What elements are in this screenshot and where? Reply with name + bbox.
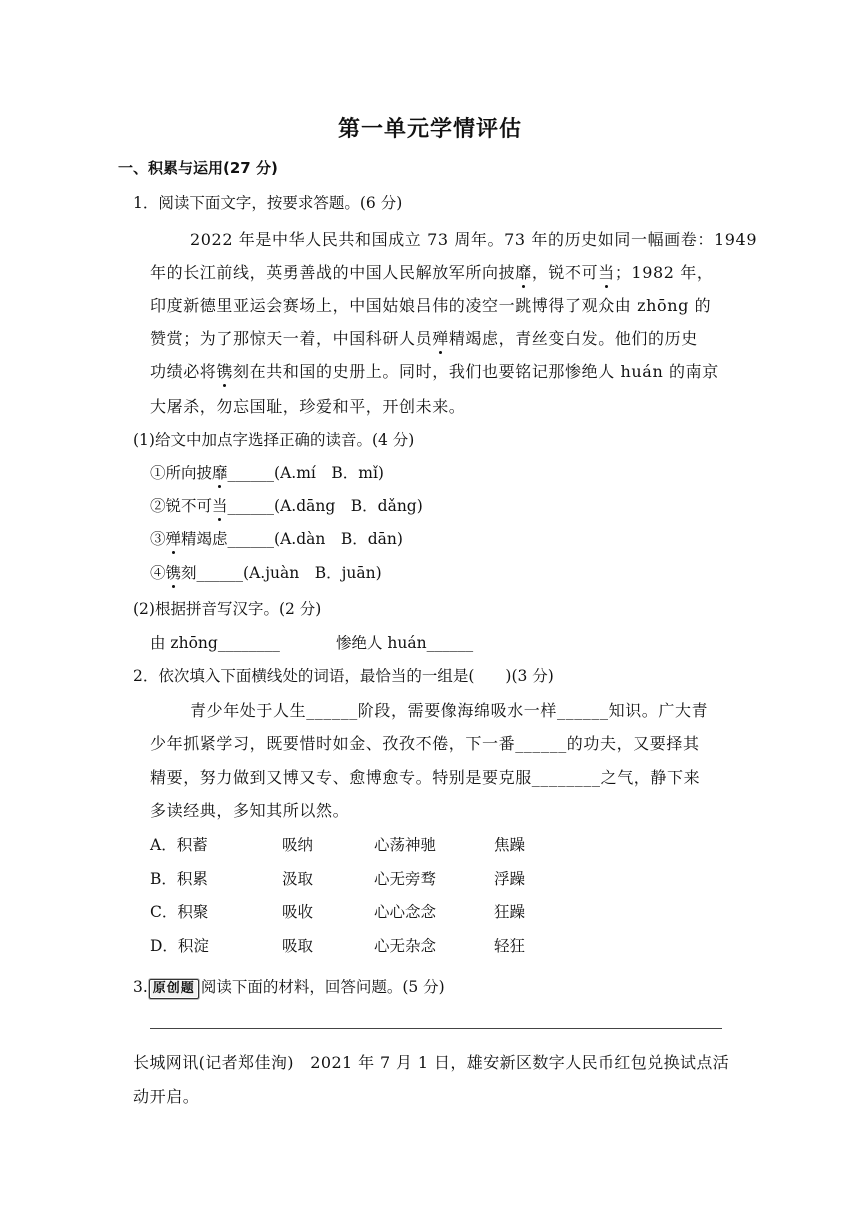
q1-option: ②锐不可当______(A.dāng B．dǎng) xyxy=(150,497,423,515)
q1-paragraph-line: 大屠杀，勿忘国耻，珍爱和平，开创未来。 xyxy=(150,397,466,416)
original-question-badge: 原创题 xyxy=(149,979,199,999)
divider xyxy=(150,1028,722,1029)
news-line: 动开启。 xyxy=(133,1087,200,1106)
q2-paragraph-line: 青少年处于人生______阶段，需要像海绵吸水一样______知识。广大青 xyxy=(190,701,709,720)
q1-sub1-stem: (1)给文中加点字选择正确的读音。(4 分) xyxy=(133,431,415,449)
q2-paragraph-line: 多读经典，多知其所以然。 xyxy=(150,801,350,820)
dotted-char: 镌 xyxy=(216,362,234,381)
q1-option: ①所向披靡______(A.mí B．mǐ) xyxy=(150,464,384,482)
q2-paragraph-line: 少年抓紧学习，既要惜时如金、孜孜不倦，下一番______的功夫，又要择其 xyxy=(150,734,700,753)
q1-sub2-stem: (2)根据拼音写汉字。(2 分) xyxy=(133,600,322,618)
fill-blank-1: 由 zhōng________ xyxy=(150,634,280,652)
q1-paragraph-line: 赞赏；为了那惊天一着，中国科研人员殚精竭虑，青丝变白发。他们的历史 xyxy=(150,329,698,348)
question-2-stem: 2．依次填入下面横线处的词语，最恰当的一组是( )(3 分) xyxy=(133,667,554,685)
page-title: 第一单元学情评估 xyxy=(337,117,522,142)
q2-choices: A．积蓄 吸纳 心荡神驰 焦躁 B．积累 汲取 心无旁骛 浮躁 C．积聚 吸收 心心念念 狂躁 D．积淀 吸取 心无杂念 轻狂 xyxy=(150,836,526,955)
q1-option: ③殚精竭虑______(A.dàn B．dān) xyxy=(150,530,403,548)
fill-blank-2: 惨绝人 huán______ xyxy=(336,634,474,652)
dotted-char: 殚 xyxy=(432,329,449,348)
section-heading: 一、积累与运用(27 分) xyxy=(118,159,278,177)
q1-paragraph-line: 年的长江前线，英勇善战的中国人民解放军所向披靡，锐不可当；1982 年， xyxy=(150,263,714,282)
dotted-char: 靡 xyxy=(515,263,532,282)
news-line: 长城网讯(记者郑佳洵) 2021 年 7 月 1 日，雄安新区数字人民币红包兑换试点活 xyxy=(133,1053,730,1072)
dotted-char: 当 xyxy=(598,263,615,282)
q2-paragraph-line: 精要，努力做到又博又专、愈博愈专。特别是要克服________之气，静下来 xyxy=(150,768,701,787)
question-1-stem: 1．阅读下面文字，按要求答题。(6 分) xyxy=(133,194,403,212)
q1-paragraph-line: 功绩必将镌刻在共和国的史册上。同时，我们也要铭记那惨绝人 huán 的南京 xyxy=(150,362,719,381)
question-3-stem: 3. 原创题 阅读下面的材料，回答问题。(5 分) xyxy=(133,975,445,999)
q1-paragraph-line: 印度新德里亚运会赛场上，中国姑娘吕伟的凌空一跳博得了观众由 zhōng 的 xyxy=(150,296,712,315)
q1-paragraph-line: 2022 年是中华人民共和国成立 73 周年。73 年的历史如同一幅画卷：1949 xyxy=(190,230,758,249)
q1-option: ④镌刻______(A.juàn B．juān) xyxy=(150,564,382,582)
